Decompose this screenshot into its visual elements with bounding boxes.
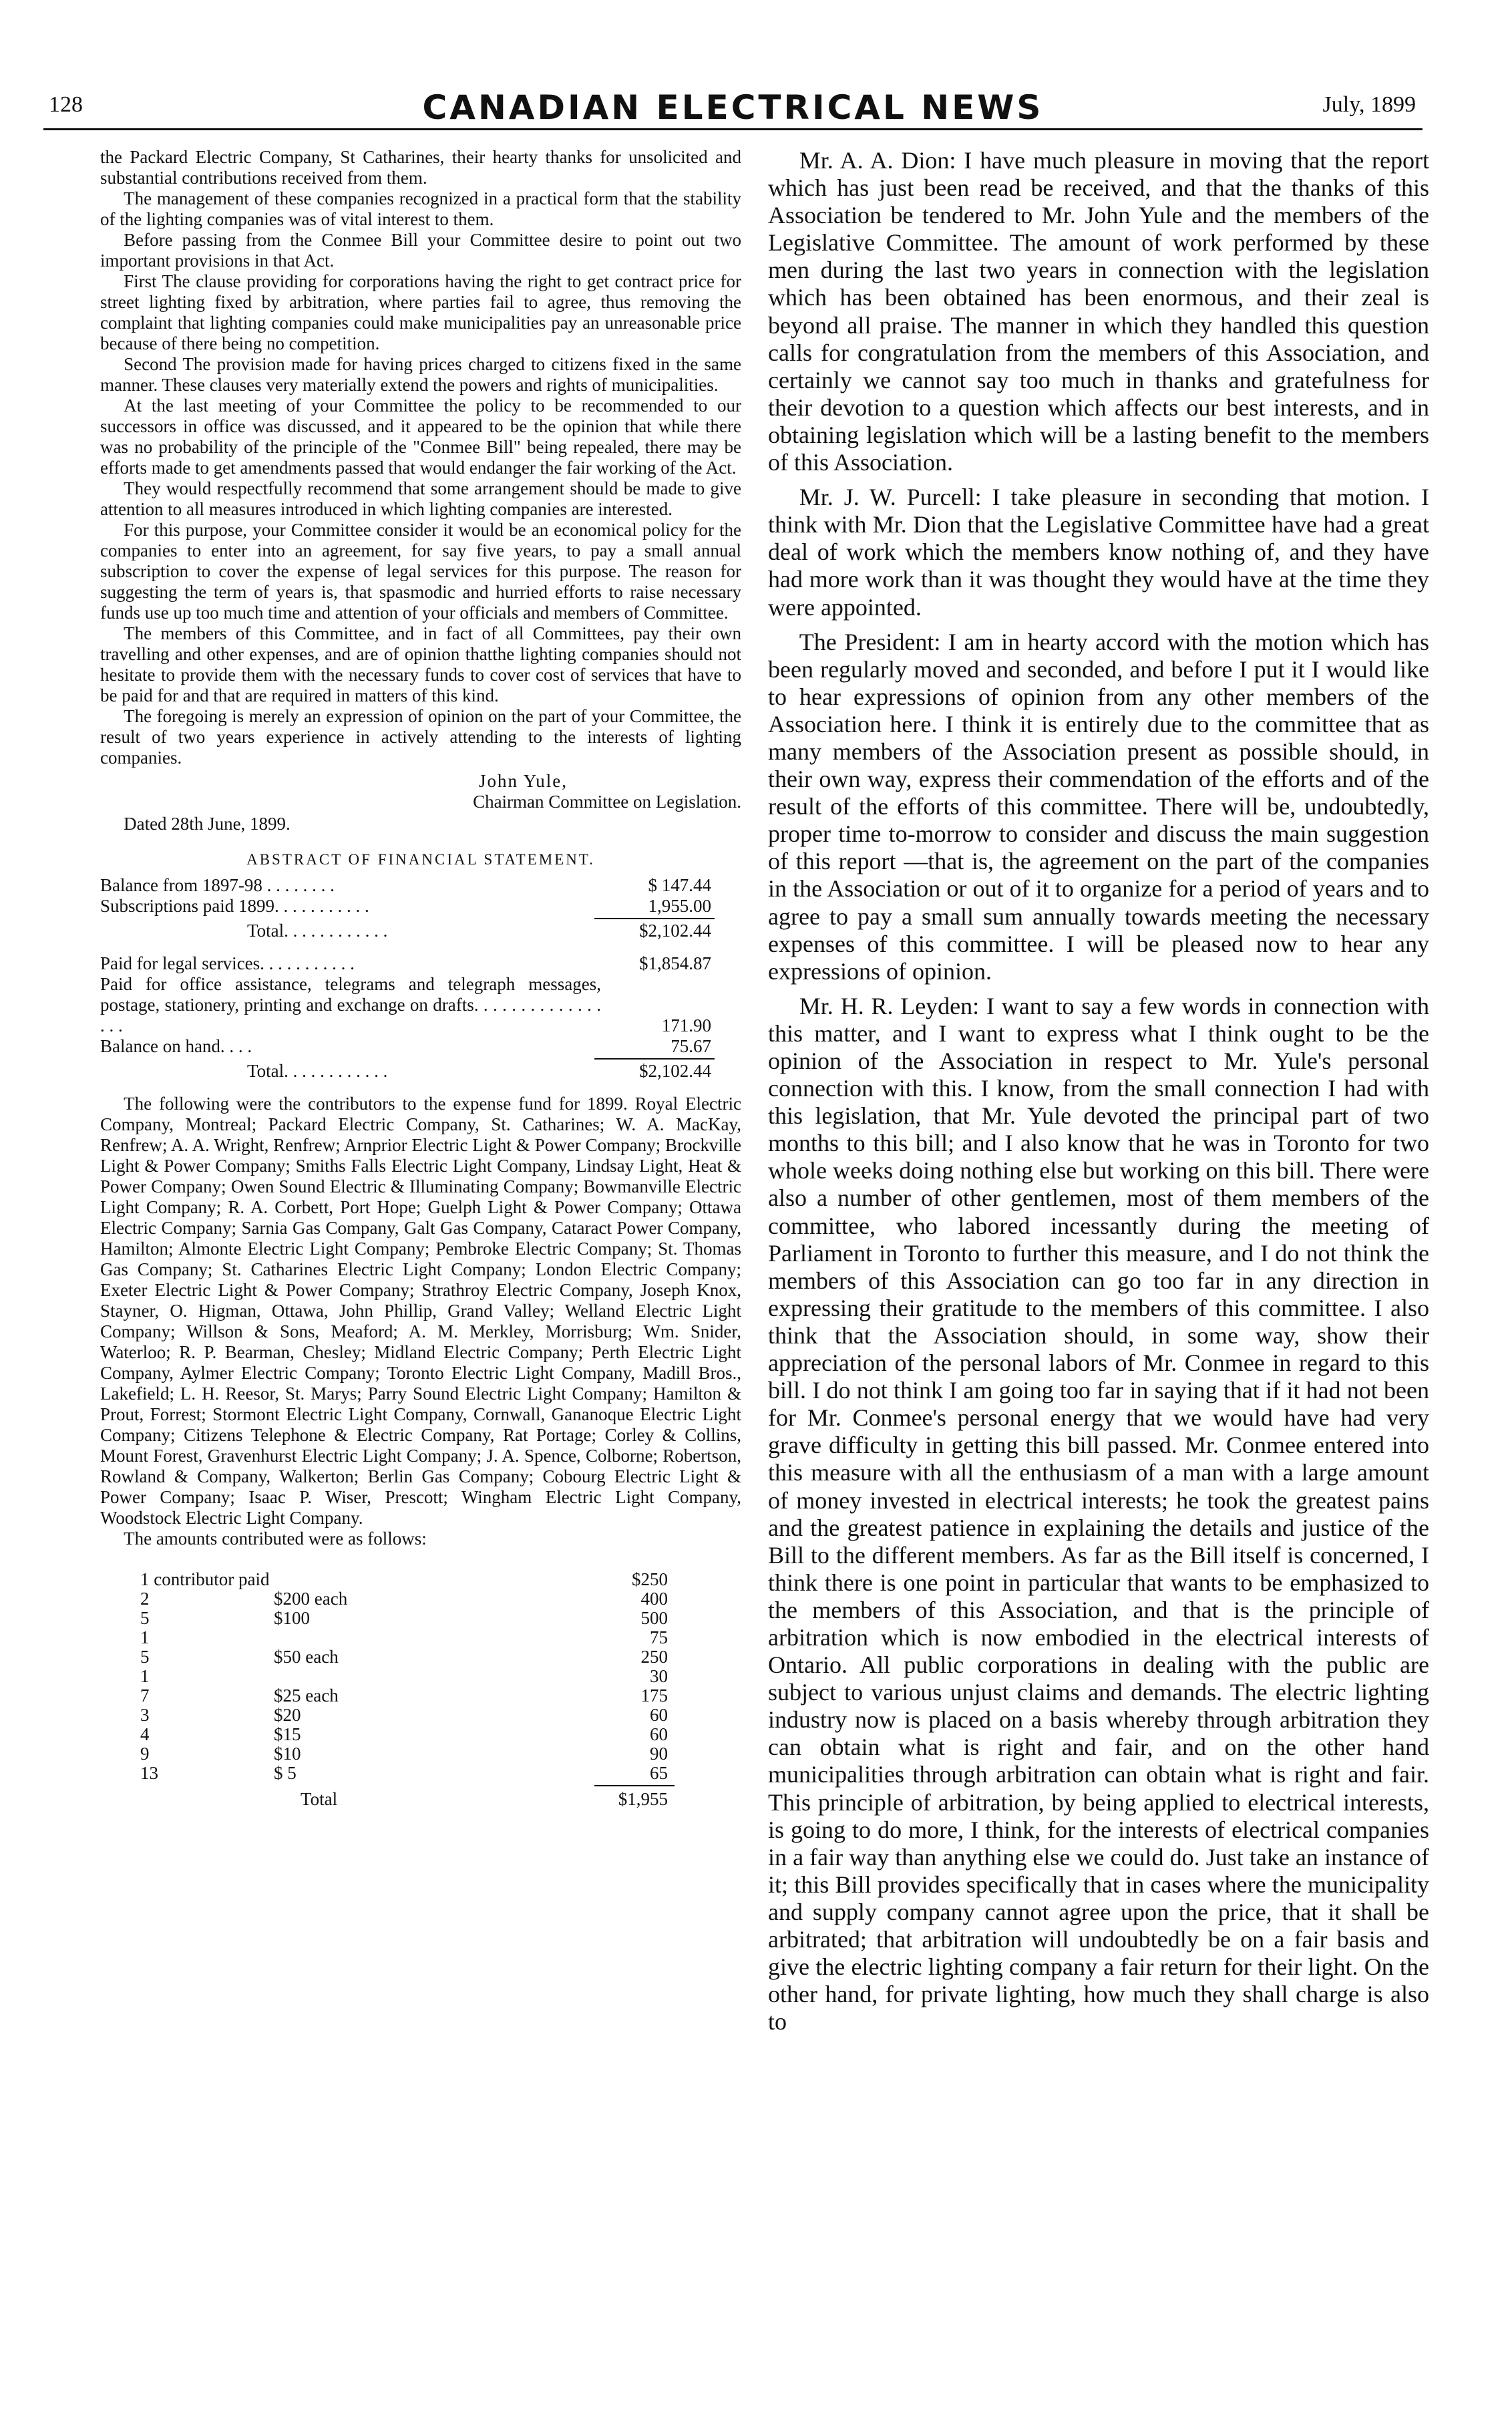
contrib-count: 4 [140, 1724, 150, 1744]
financial-amount: 171.90 [661, 1015, 711, 1035]
page-number: 128 [49, 92, 83, 117]
financial-row [100, 953, 741, 974]
financial-total-row [100, 1061, 741, 1082]
total-label: Total [301, 1789, 338, 1809]
paragraph: For this purpose, your Committee consider it would be an economical policy for the companies to enter into an agreement, for say five years, to pay a small annual subscription to cover the expense of legal services for this purpose. The reason for suggesting the term of years is, that spasmodic and hurried efforts to raise necessary funds use up too much time and attention of your officials and members of Committee. [100, 520, 741, 623]
paragraph: Mr. J. W. Purcell: I take pleasure in seconding that motion. I think with Mr. Dion that the Legislative Committee have had a great deal of work which the members know nothing of, and they have had more work than it was thought they would have at the time they were appointed. [768, 484, 1429, 621]
financial-label: Paid for legal services. . . . . . . . . . . [100, 953, 355, 973]
journal-title: CANADIAN ELECTRICAL NEWS [422, 88, 1044, 127]
total-label: Total. . . . . . . . . . . . [247, 921, 388, 941]
financial-label: Subscriptions paid 1899. . . . . . . . . . . [100, 896, 369, 916]
contrib-count: 13 [140, 1763, 158, 1783]
total-amount: $2,102.44 [639, 921, 711, 941]
contrib-amount: 400 [640, 1589, 668, 1609]
issue-date: July, 1899 [1322, 92, 1416, 117]
contrib-desc: $ 5 [274, 1763, 297, 1783]
paragraph: They would respectfully recommend that some arrangement should be made to give attention to all measures introduced in which lighting companies are interested. [100, 478, 741, 519]
financial-amount: 75.67 [671, 1036, 711, 1056]
table-row [100, 1685, 741, 1705]
contrib-count: 7 [140, 1685, 150, 1706]
financial-amount: $ 147.44 [648, 875, 711, 895]
contrib-amount: 60 [650, 1705, 668, 1725]
contrib-desc: $200 each [274, 1589, 348, 1609]
table-row [100, 1647, 741, 1666]
contributions-table [100, 1569, 741, 1850]
paragraph: Mr. H. R. Leyden: I want to say a few words in connection with this matter, and I want to express what I think ought to be the opinion of the Association in respect to Mr. Yule's personal connection with this. I know, from the small connection I had with this legislation, that Mr. Yule devoted the principal part of two months to this bill; and I also know that he was in Toronto for two whole weeks doing nothing else but working on this bill. There were also a number of other gentlemen, most of them members of the committee, who labored incessantly during the meeting of Parliament in Toronto to further this measure, and I do not think the members of this Association can go too far in any direction in expressing their gratitude to the members of this committee. I also think that the Association should, in some way, show their appreciation of the personal labors of Mr. Conmee in regard to this bill. I do not think I am going too far in saying that if it had not been for Mr. Conmee's personal energy that we would have had very grave difficulty in getting this bill passed. Mr. Conmee entered into this measure with all the enthusiasm of a man with a large amount of money invested in electrical interests; he took the greatest pains and the greatest patience in explaining the details and justice of the Bill to the different members. As far as the Bill itself is concerned, I think there is one point in particular that wants to be emphasized to the members of this Association, and that is the principle of arbitration which is now embodied in the electrical interests of Ontario. All public corporations in dealing with the public are subject to various unjust claims and demands. The electric lighting industry now is placed on a basis whereby through arbitration they can obtain what is right and fair, and on the other hand municipalities through arbitration can obtain what is right and fair. This principle of arbitration, by being applied to electrical interests, is going to do more, I think, for the interests of electrical companies in a fair way than anything else we could do. Just take an instance of it; this Bill provides specifically that in cases where the municipality and supply company cannot agree upon the price, that it shall be arbitrated; that arbitration will undoubtedly be on a fair basis and give the electric lighting company a fair return for their light. On the other hand, for private lighting, how much they shall charge is also to [768, 992, 1429, 2036]
amounts-intro: The amounts contributed were as follows: [124, 1528, 427, 1549]
paragraph: Second The provision made for having prices charged to citizens fixed in the same manner. These clauses very materially extend the powers and rights of municipalities. [100, 354, 741, 395]
signature-block [100, 771, 741, 812]
contrib-amount: 500 [640, 1608, 668, 1628]
contrib-count: 1 [140, 1666, 150, 1686]
total-amount: $2,102.44 [639, 1061, 711, 1081]
contrib-amount: 250 [640, 1647, 668, 1667]
paragraph: The management of these companies recognized in a practical form that the stability of the lighting companies was of vital interest to them. [100, 188, 741, 229]
contrib-count: 1 contributor paid [140, 1569, 270, 1589]
table-row [100, 1608, 741, 1627]
total-label: Total. . . . . . . . . . . . [247, 1061, 388, 1081]
table-row [100, 1724, 741, 1744]
spacer [100, 1082, 741, 1094]
financial-label: Balance from 1897-98 . . . . . . . . [100, 875, 335, 895]
table-row [100, 1744, 741, 1763]
contrib-desc: $100 [274, 1608, 310, 1628]
table-row [100, 1569, 741, 1589]
contrib-count: 3 [140, 1705, 150, 1725]
signature-name: John Yule, [479, 771, 568, 791]
paragraph: Before passing from the Conmee Bill your Committee desire to point out two important provisions in that Act. [100, 230, 741, 271]
signature-title: Chairman Committee on Legislation. [473, 792, 741, 812]
page-header [43, 87, 1423, 130]
table-row [100, 1763, 741, 1782]
contrib-amount: 65 [650, 1763, 668, 1783]
paragraph: The members of this Committee, and in fact of all Committees, pay their own travelling and other expenses, and are of opinion thatthe lighting companies should not hesitate to provide them with the necessary funds to cover cost of services that have to be paid for and that are required in matters of this kind. [100, 623, 741, 705]
total-amount: $1,955 [618, 1789, 668, 1809]
contrib-desc: $20 [274, 1705, 301, 1725]
paragraph: Mr. A. A. Dion: I have much pleasure in moving that the report which has just been read be received, and that the thanks of this Association be tendered to Mr. John Yule and the members of the Legislative Committee. The amount of work performed by these men during the last two years in connection with the legislation which has been obtained has been enormous, and their zeal is beyond all praise. The manner in which they handled this question calls for congratulation from the members of this Association, and certainly we cannot say too much in thanks and gratefulness for their devotion to a question which affects our best interests, and in obtaining legislation which will be a lasting benefit to the members of this Association. [768, 147, 1429, 476]
table-row [100, 1705, 741, 1724]
left-column [100, 147, 741, 1850]
contrib-count: 5 [140, 1647, 150, 1667]
paragraph: The President: I am in hearty accord with the motion which has been regularly moved and seconded, and before I put it I would like to hear expressions of opinion from any other members of the Association here. I think it is entirely due to the committee that as many members of the Association present as possible should, in their own way, express their commendation of the efforts and of the result of the efforts of this committee. There will be, undoubtedly, proper time to-morrow to consider and discuss the main suggestion of this report —that is, the agreement on the part of the companies in the Association or out of it to organize for a period of years and to agree to pay a small sum annually towards meeting the necessary expenses of this committee. I will be pleased now to hear any expressions of opinion. [768, 628, 1429, 985]
contrib-amount: 60 [650, 1724, 668, 1744]
contrib-amount: $250 [632, 1569, 668, 1589]
table-row [100, 1627, 741, 1647]
financial-total-row [100, 921, 741, 941]
sum-rule [594, 1785, 675, 1786]
contrib-count: 5 [140, 1608, 150, 1628]
spacer [100, 941, 741, 953]
contrib-count: 2 [140, 1589, 150, 1609]
paragraph: At the last meeting of your Committee the policy to be recommended to our successors in office was discussed, and it appeared to be the opinion that while there was no probability of the principle of the "Conmee Bill" being repealed, there may be efforts made to get amendments passed that would endanger the fair working of the Act. [100, 395, 741, 478]
sum-rule [594, 1058, 715, 1060]
financial-heading: ABSTRACT OF FINANCIAL STATEMENT. [246, 851, 595, 868]
table-row [100, 1589, 741, 1608]
contrib-amount: 90 [650, 1744, 668, 1764]
contributors-paragraph: The following were the contributors to the expense fund for 1899. Royal Electric Company, Montreal; Packard Electric Company, St. Catharines; W. A. MacKay, Renfrew; A. A. Wright, Renfrew; Arnprior Electric Light & Power Company; Brockville Light & Power Company; Smiths Falls Electric Light Company, Lindsay Light, Heat & Power Company; Owen Sound Electric & Illuminating Company; Bowmanville Electric Light Company; R. A. Corbett, Port Hope; Guelph Light & Power Company; Ottawa Electric Company; Sarnia Gas Company, Galt Gas Company, Cataract Power Company, Hamilton; Almonte Electric Light Company; Pembroke Electric Company; St. Thomas Gas Company; St. Catharines Electric Light Company; London Electric Company; Exeter Electric Light & Power Company; Strathroy Electric Company, Joseph Knox, Stayner, O. Higman, Ottawa, John Phillip, Grand Valley; Welland Electric Light Company; Willson & Sons, Meaford; A. M. Merkley, Morrisburg; Wm. Snider, Waterloo; R. P. Bearman, Chesley; Midland Electric Company; Perth Electric Light Company, Aylmer Electric Company; Toronto Electric Light Company, Madill Bros., Lakefield; L. H. Reesor, St. Marys; Parry Sound Electric Light Company; Hamilton & Prout, Forrest; Stormont Electric Light Company, Cornwall, Gananoque Electric Light Company; Citizens Telephone & Electric Company, Rat Portage; Corley & Collins, Mount Forest, Gravenhurst Electric Light Company; J. A. Spence, Colborne; Robertson, Rowland & Company, Walkerton; Berlin Gas Company; Cobourg Electric Light & Power Company; Isaac P. Wiser, Prescott; Wingham Electric Light Company, Woodstock Electric Light Company. [100, 1094, 741, 1528]
contrib-desc: $10 [274, 1744, 301, 1764]
contrib-desc: $25 each [274, 1685, 339, 1706]
contrib-count: 9 [140, 1744, 150, 1764]
contrib-amount: 175 [640, 1685, 668, 1706]
financial-row [100, 896, 741, 917]
contrib-total-row [100, 1789, 741, 1808]
contrib-desc: $15 [274, 1724, 301, 1744]
financial-amount: $1,854.87 [639, 953, 711, 973]
financial-label: Balance on hand. . . . [100, 1036, 252, 1056]
right-column [768, 147, 1429, 2043]
financial-row [100, 974, 741, 1036]
paragraph: The foregoing is merely an expression of opinion on the part of your Committee, the result of two years experience in actively attending to the interests of lighting companies. [100, 706, 741, 768]
financial-label: Paid for office assistance, telegrams and telegraph messages, postage, stationery, printing and exchange on drafts. . . . . . . . . . . . . . . . . [100, 974, 601, 1035]
paragraph: the Packard Electric Company, St Catharines, their hearty thanks for unsolicited and substantial contributions received from them. [100, 147, 741, 188]
financial-row [100, 875, 741, 896]
contrib-amount: 30 [650, 1666, 668, 1686]
contrib-desc: $50 each [274, 1647, 339, 1667]
paragraph: First The clause providing for corporations having the right to get contract price for street lighting fixed by arbitration, where parties fail to agree, thus removing the complaint that lighting companies could make municipalities pay an unreasonable price because of there being no competition. [100, 271, 741, 353]
contrib-count: 1 [140, 1627, 150, 1647]
financial-amount: 1,955.00 [648, 896, 711, 916]
table-row [100, 1666, 741, 1685]
contrib-amount: 75 [650, 1627, 668, 1647]
dated-line: Dated 28th June, 1899. [124, 814, 291, 834]
financial-row [100, 1036, 741, 1057]
sum-rule [594, 918, 715, 919]
